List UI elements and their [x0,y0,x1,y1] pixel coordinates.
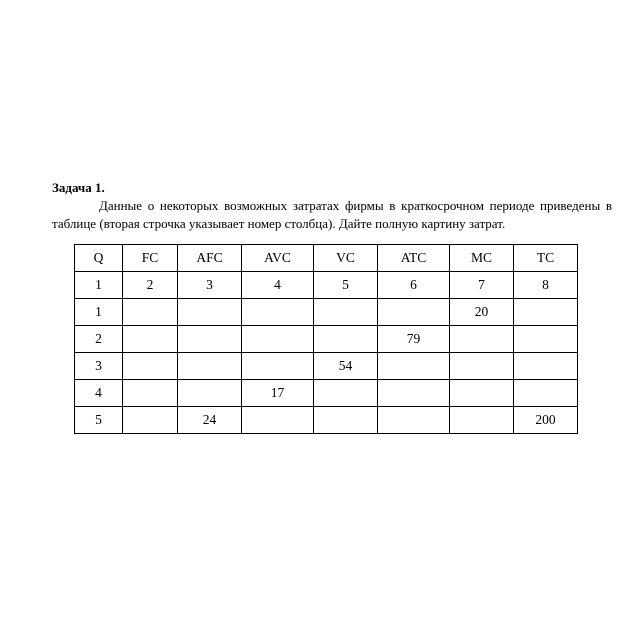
table-cell: 20 [450,299,514,326]
table-row [75,299,578,326]
table-cell: 7 [450,272,514,299]
table-cell [123,299,178,326]
table-cell [123,380,178,407]
table-cell: 6 [378,272,450,299]
table-cell: 79 [378,326,450,353]
header-cell-fc: FC [123,245,178,272]
header-cell-tc: TC [514,245,578,272]
table-cell: 2 [75,326,123,353]
table-cell [178,299,242,326]
table-cell: 17 [242,380,314,407]
table-cell: 5 [314,272,378,299]
header-cell-atc: ATC [378,245,450,272]
table-row [75,272,578,299]
table-cell [378,299,450,326]
table-cell: 2 [123,272,178,299]
header-cell-vc: VC [314,245,378,272]
table-cell: 24 [178,407,242,434]
table-cell [514,299,578,326]
header-cell-afc: AFC [178,245,242,272]
table-cell [123,407,178,434]
table-cell: 8 [514,272,578,299]
task-paragraph [52,197,612,233]
table-cell [450,407,514,434]
table-cell: 4 [75,380,123,407]
table-cell: 54 [314,353,378,380]
table-cell [314,299,378,326]
header-cell-mc: MC [450,245,514,272]
header-cell-avc: AVC [242,245,314,272]
table-cell: 5 [75,407,123,434]
table-cell [178,353,242,380]
table-cell [178,326,242,353]
table-cell [378,380,450,407]
table-cell [514,353,578,380]
task-block [52,179,612,233]
table-header-row [75,245,578,272]
table-cell: 3 [178,272,242,299]
task-title: Задача 1. [52,180,105,195]
table-cell: 1 [75,299,123,326]
table-cell [242,353,314,380]
table-cell [314,407,378,434]
table-cell: 1 [75,272,123,299]
table-cell [514,380,578,407]
table-cell: 4 [242,272,314,299]
table-row [75,380,578,407]
table-cell [450,380,514,407]
table-cell: 200 [514,407,578,434]
table-cell [378,407,450,434]
table-cell [242,407,314,434]
table-cell [123,353,178,380]
table-cell [242,326,314,353]
table-row [75,326,578,353]
table-cell [450,326,514,353]
table-cell [378,353,450,380]
cost-table [74,244,578,434]
table-cell [314,380,378,407]
header-cell-q: Q [75,245,123,272]
table-cell [450,353,514,380]
cost-table-body [75,245,578,434]
table-row [75,353,578,380]
table-cell [123,326,178,353]
table-cell [314,326,378,353]
table-cell [242,299,314,326]
table-cell [514,326,578,353]
task-paragraph-text: Данные о некоторых возможных затратах фирмы в краткосрочном периоде приведены в таблице (вторая строчка указывает номер столбца). Дайте полную картину затрат. [52,198,612,231]
table-row [75,407,578,434]
table-cell [178,380,242,407]
table-cell: 3 [75,353,123,380]
